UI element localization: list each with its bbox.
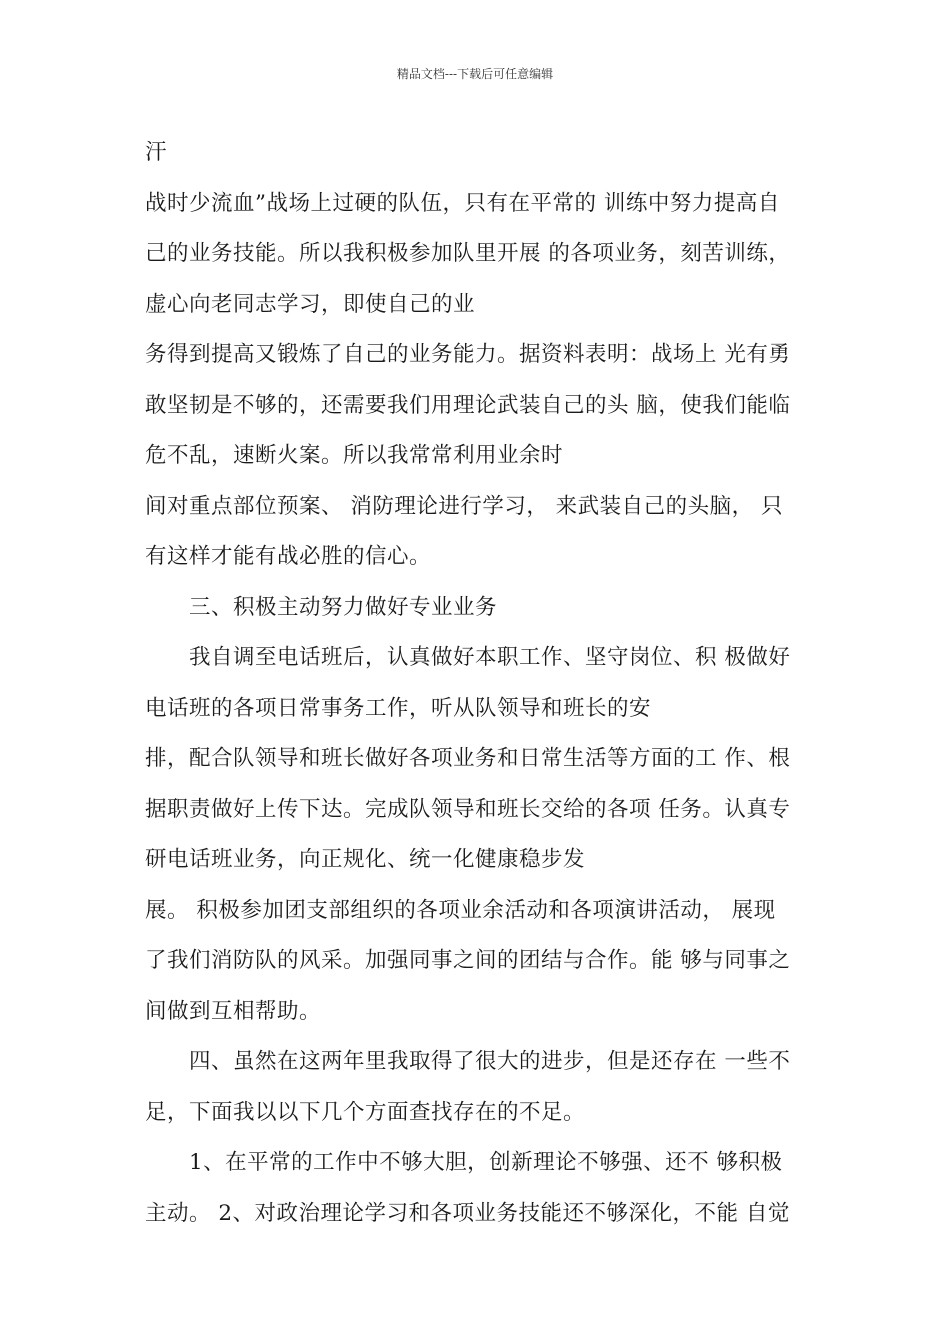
body-line: 己的业务技能。所以我积极参加队里开展 的各项业务，刻苦训练， — [145, 241, 791, 266]
body-line: 敢坚韧是不够的，还需要我们用理论武装自己的头 脑，使我们能临 — [145, 392, 791, 418]
body-line: 危不乱，速断火案。所以我常常利用业余时 — [145, 443, 564, 468]
body-line: 足，下面我以以下几个方面查找存在的不足。 — [145, 1099, 586, 1125]
body-line: 展。 积极参加团支部组织的各项业余活动和各项演讲活动， 展现 — [145, 897, 776, 923]
section-heading: 三、积极主动努力做好专业业务 — [189, 594, 498, 620]
body-line: 据职责做好上传下达。完成队领导和班长交给的各项 任务。认真专 — [145, 796, 791, 822]
body-line: 战时少流血”战场上过硬的队伍，只有在平常的 训练中努力提高自 — [145, 190, 780, 216]
body-line: 电话班的各项日常事务工作，听从队领导和班长的安 — [145, 695, 652, 721]
body-line: 间对重点部位预案、 消防理论进行学习， 来武装自己的头脑， 只 — [145, 493, 784, 519]
body-line: 汗 — [145, 140, 168, 165]
body-line: 虚心向老同志学习，即使自己的业 — [145, 291, 476, 317]
body-line: 务得到提高又锻炼了自己的业务能力。据资料表明：战场上 光有勇 — [145, 342, 791, 367]
body-line: 排，配合队领导和班长做好各项业务和日常生活等方面的工 作、根 — [145, 746, 791, 771]
page-header: 精品文档---下载后可任意编辑 — [396, 67, 554, 81]
body-line: 研电话班业务，向正规化、统一化健康稳步发 — [145, 847, 586, 872]
body-line: 主动。 2、对政治理论学习和各项业务技能还不够深化，不能 自觉 — [145, 1200, 790, 1226]
body-line: 1、在平常的工作中不够大胆，创新理论不够强、还不 够积极 — [189, 1150, 783, 1175]
section-heading: 四、虽然在这两年里我取得了很大的进步，但是还存在 一些不 — [189, 1049, 791, 1074]
body-line: 我自调至电话班后，认真做好本职工作、坚守岗位、积 极做好 — [189, 645, 791, 670]
document-body — [145, 128, 809, 1239]
body-line: 间做到互相帮助。 — [145, 998, 322, 1024]
body-line: 了我们消防队的风采。加强同事之间的团结与合作。能 够与同事之 — [145, 948, 791, 973]
body-line: 有这样才能有战必胜的信心。 — [145, 544, 432, 569]
